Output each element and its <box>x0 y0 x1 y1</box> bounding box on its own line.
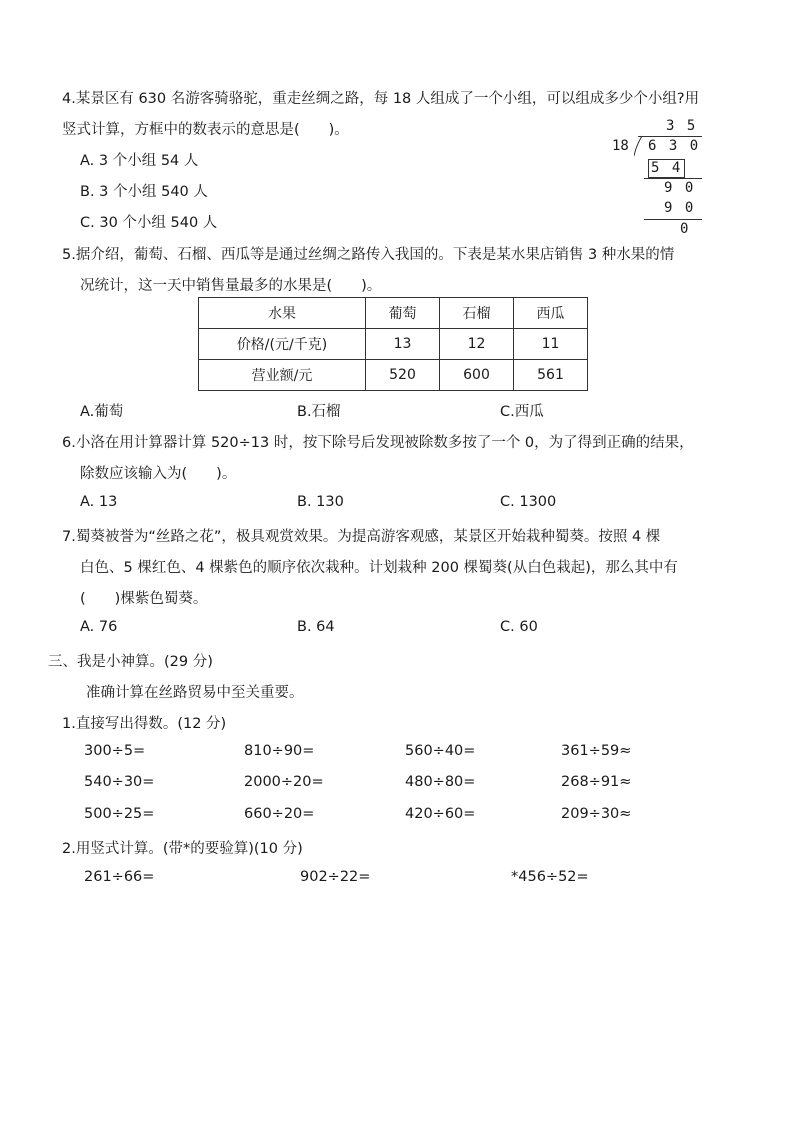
q6-line1: 6.小洛在用计算器计算 520÷13 时，按下除号后发现被除数多按了一个 0，为了得到正确的结果， <box>62 435 694 451</box>
table-cell: 12 <box>440 329 514 360</box>
calc-item: 660÷20= <box>244 806 315 822</box>
calc-item: 810÷90= <box>244 743 315 759</box>
q6-option-a[interactable]: A. 13 <box>80 494 118 510</box>
division-line-1 <box>644 178 702 179</box>
calc-item: 2000÷20= <box>244 774 324 790</box>
table-header-cell: 水果 <box>199 298 366 329</box>
q5-line1: 5.据介绍，葡萄、石榴、西瓜等是通过丝绸之路传入我国的。下表是某水果店销售 3 种水果的情 <box>62 247 675 263</box>
q7-option-c[interactable]: C. 60 <box>500 619 538 635</box>
table-cell: 价格/(元/千克) <box>199 329 366 360</box>
q4-line1: 4.某景区有 630 名游客骑骆驼，重走丝绸之路，每 18 人组成了一个小组，可以组成多少个小组?用 <box>62 91 700 107</box>
vertical-calc-item: *456÷52= <box>511 869 589 885</box>
division-subtract-2: 9 0 <box>664 200 696 216</box>
division-final-remainder: 0 <box>680 221 689 237</box>
table-cell: 11 <box>514 329 588 360</box>
calc-item: 361÷59≈ <box>561 743 632 759</box>
calc-item: 209÷30≈ <box>561 806 632 822</box>
calc-item: 300÷5= <box>84 743 146 759</box>
table-header-cell: 石榴 <box>440 298 514 329</box>
q5-line2: 况统计，这一天中销售量最多的水果是( )。 <box>80 278 382 294</box>
division-line-2 <box>644 219 702 220</box>
long-division-figure <box>612 116 702 240</box>
part-2-title: 2.用竖式计算。(带*的要验算)(10 分) <box>62 841 303 857</box>
fruit-sales-table <box>198 297 588 391</box>
division-remainder-1: 9 0 <box>664 180 696 196</box>
table-cell: 561 <box>514 360 588 391</box>
vertical-calc-item: 902÷22= <box>300 869 371 885</box>
calc-item: 560÷40= <box>405 743 476 759</box>
q4-option-c[interactable]: C. 30 个小组 540 人 <box>80 215 218 231</box>
division-boxed-number: 5 4 <box>648 159 685 178</box>
q7-line2: 白色、5 棵红色、4 棵紫色的顺序依次栽种。计划栽种 200 棵蜀葵(从白色栽起)，那么其中有 <box>80 560 678 576</box>
division-divisor: 18 <box>612 138 629 154</box>
q7-option-a[interactable]: A. 76 <box>80 619 118 635</box>
q6-option-c[interactable]: C. 1300 <box>500 494 557 510</box>
division-dividend: 6 3 0 <box>648 138 701 154</box>
q6-line2: 除数应该输入为( )。 <box>80 466 237 482</box>
table-row <box>199 329 588 360</box>
q6-option-b[interactable]: B. 130 <box>297 494 344 510</box>
q5-option-c[interactable]: C.西瓜 <box>500 404 544 420</box>
table-cell: 13 <box>366 329 440 360</box>
table-row <box>199 360 588 391</box>
division-bar <box>638 136 702 137</box>
part-1-title: 1.直接写出得数。(12 分) <box>62 716 227 732</box>
calc-item: 540÷30= <box>84 774 155 790</box>
section-3-title: 三、我是小神算。(29 分) <box>48 654 213 670</box>
q5-option-b[interactable]: B.石榴 <box>297 404 341 420</box>
table-header-cell: 西瓜 <box>514 298 588 329</box>
table-cell: 600 <box>440 360 514 391</box>
division-bracket <box>634 135 644 157</box>
q4-option-a[interactable]: A. 3 个小组 54 人 <box>80 153 199 169</box>
table-header-cell: 葡萄 <box>366 298 440 329</box>
division-quotient: 3 5 <box>666 118 698 134</box>
q5-option-a[interactable]: A.葡萄 <box>80 404 124 420</box>
q7-option-b[interactable]: B. 64 <box>297 619 335 635</box>
table-cell: 营业额/元 <box>199 360 366 391</box>
table-header-row <box>199 298 588 329</box>
vertical-calc-item: 261÷66= <box>84 869 155 885</box>
calc-item: 480÷80= <box>405 774 476 790</box>
q4-option-b[interactable]: B. 3 个小组 540 人 <box>80 184 208 200</box>
section-3-intro: 准确计算在丝路贸易中至关重要。 <box>86 685 304 701</box>
q7-line1: 7.蜀葵被誉为“丝路之花”，极具观赏效果。为提高游客观感，某景区开始栽种蜀葵。按照 4 棵 <box>62 529 661 545</box>
q7-line3: ( )棵紫色蜀葵。 <box>80 591 208 607</box>
calc-item: 268÷91≈ <box>561 774 632 790</box>
q4-line2: 竖式计算，方框中的数表示的意思是( )。 <box>62 122 349 138</box>
calc-item: 500÷25= <box>84 806 155 822</box>
calc-item: 420÷60= <box>405 806 476 822</box>
table-cell: 520 <box>366 360 440 391</box>
